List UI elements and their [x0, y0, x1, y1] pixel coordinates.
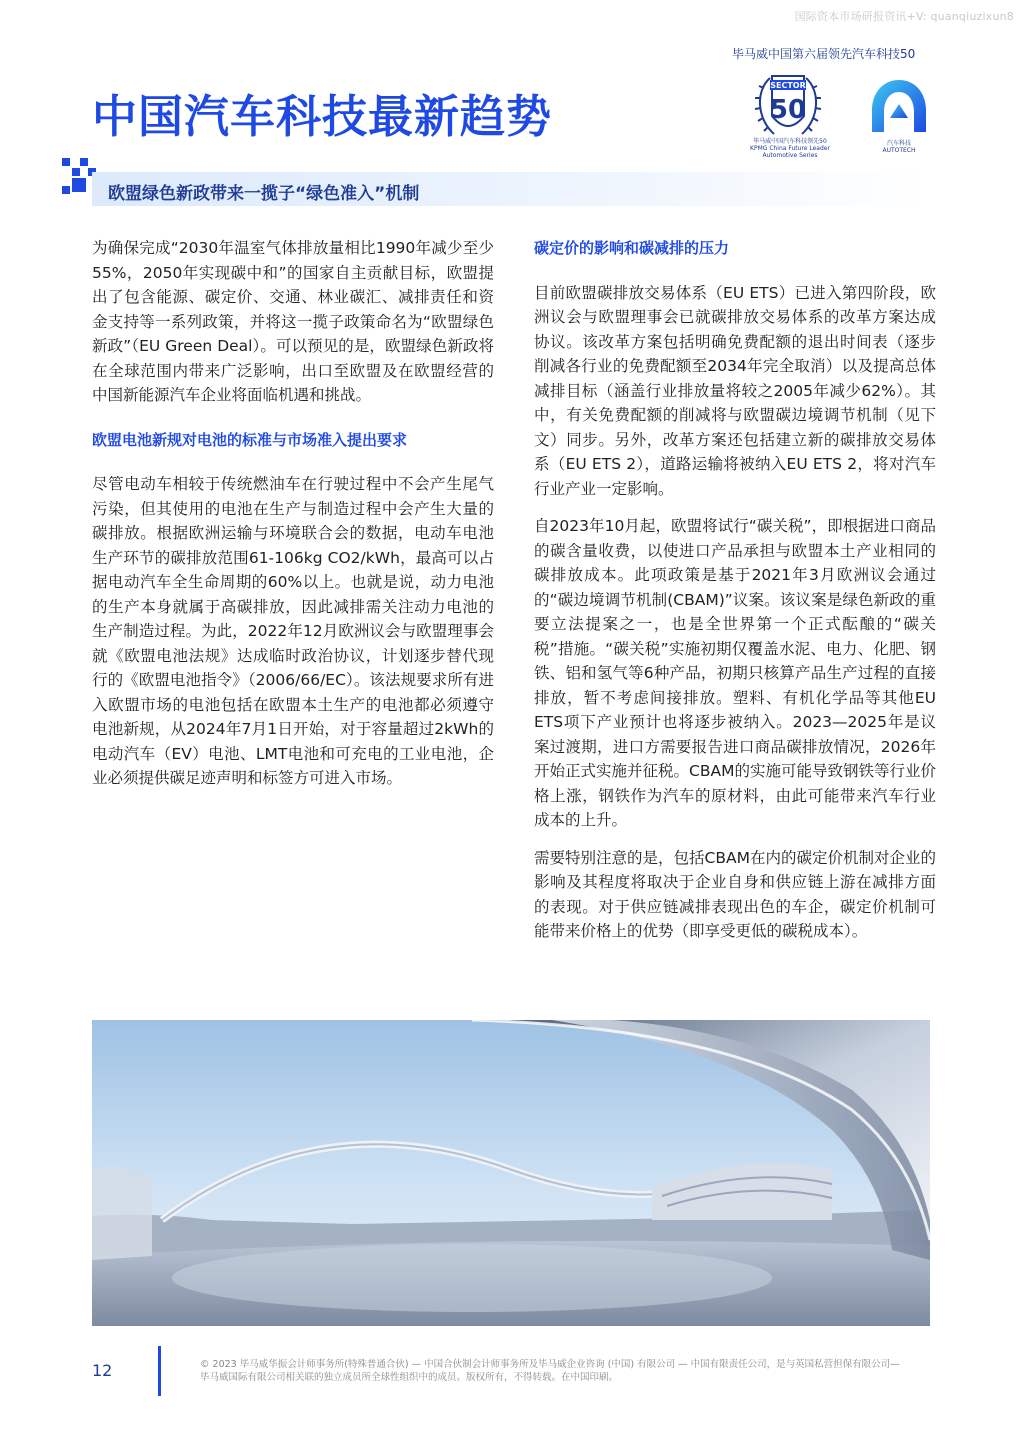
page-number: 12	[92, 1361, 113, 1380]
left-paragraph-2: 尽管电动车相较于传统燃油车在行驶过程中不会产生尾气污染，但其使用的电池在生产与制造过程中会产生大量的碳排放。根据欧洲运输与环境联合会的数据，电动车电池生产环节的碳排放范围61-106kg CO2/kWh，最高可以占据电动汽车全生命周期的60%以上。也就是说，动力电池的生产本身就属于高碳排放，因此减排需关注动力电池的生产制造过程。为此，2022年12月欧洲议会与欧盟理事会就《欧盟电池法规》达成临时政治协议，计划逐步替代现行的《欧盟电池指令》（2006/66/EC）。该法规要求所有进入欧盟市场的电池包括在欧盟本土生产的电池都必须遵守电池新规，从2024年7月1日开始，对于容量超过2kWh的电动汽车（EV）电池、LMT电池和可充电的工业电池，企业必须提供碳足迹声明和标签方可进入市场。	[92, 475, 494, 787]
left-column	[92, 236, 494, 791]
right-heading-1: 碳定价的影响和碳减排的压力	[534, 239, 730, 257]
sector-50-logo	[748, 66, 828, 146]
autotech-logo-caption	[866, 140, 932, 154]
right-paragraph-2: 自2023年10月起，欧盟将试行“碳关税”，即根据进口商品的碳含量收费，以使进口产品承担与欧盟本土产业相同的碳排放成本。此项政策是基于2021年3月欧洲议会通过的“碳边境调节机制(CBAM)”议案。该议案是绿色新政的重要立法提案之一，也是全世界第一个正式酝酿的“碳关税”措施。“碳关税”实施初期仅覆盖水泥、电力、化肥、钢铁、铝和氢气等6种产品，初期只核算产品生产过程的直接排放，暂不考虑间接排放。塑料、有机化学品等其他EU ETS项下产业预计也将逐步被纳入。2023—2025年是议案过渡期，进口方需要报告进口商品碳排放情况，2026年开始正式实施并征税。CBAM的实施可能导致钢铁等行业价格上涨，钢铁作为汽车的原材料，由此可能带来汽车行业成本的上升。	[534, 517, 936, 829]
sector-logo-caption-en: KPMG China Future Leader Automotive Series	[750, 145, 830, 159]
footer-legal-line-1: © 2023 毕马威华振会计师事务所(特殊普通合伙) — 中国合伙制会计师事务所及毕马威企业咨询 (中国) 有限公司 — 中国有限责任公司，是与英国私营担保有限公司—	[200, 1359, 900, 1370]
section-title: 欧盟绿色新政带来一揽子“绿色准入”机制	[108, 184, 420, 204]
right-column	[534, 236, 936, 944]
page-title: 中国汽车科技最新趋势	[92, 90, 553, 143]
footer-legal-text	[200, 1358, 935, 1384]
logo-sector-text: SECTOR	[770, 81, 806, 90]
autotech-caption-en: AUTOTECH	[882, 147, 916, 154]
sector-logo-caption-cn: 毕马威中国汽车科技领先50	[753, 138, 827, 145]
logo-sector-number: 50	[769, 95, 807, 125]
sector-logo-caption	[735, 138, 845, 159]
autotech-logo	[866, 76, 932, 136]
watermark-text: 国际资本市场研报资讯+V: quanqiuzixun8	[794, 10, 1014, 23]
right-paragraph-1: 目前欧盟碳排放交易体系（EU ETS）已进入第四阶段，欧洲议会与欧盟理事会已就碳排放交易体系的改革方案达成协议。该改革方案包括明确免费配额的退出时间表（逐步削减各行业的免费配额至2034年完全取消）以及提高总体减排目标（涵盖行业排放量将较之2005年减少62%）。其中，有关免费配额的削减将与欧盟碳边境调节机制（见下文）同步。另外，改革方案还包括建立新的碳排放交易体系（EU ETS 2），道路运输将被纳入EU ETS 2，将对汽车行业产业一定影响。	[534, 283, 936, 498]
hero-architecture-image	[92, 1020, 930, 1326]
section-banner	[92, 172, 930, 206]
footer-legal-line-2: 毕马威国际有限公司相关联的独立成员所全球性组织中的成员。版权所有，不得转载。在中国印刷。	[200, 1372, 619, 1383]
header-subtitle: 毕马威中国第六届领先汽车科技50	[732, 47, 916, 61]
left-heading-2: 欧盟电池新规对电池的标准与市场准入提出要求	[92, 430, 408, 449]
right-paragraph-3: 需要特别注意的是，包括CBAM在内的碳定价机制对企业的影响及其程度将取决于企业自身和供应链上游在减排方面的表现。对于供应链减排表现出色的车企，碳定价机制可能带来价格上的优势（即享受更低的碳税成本）。	[534, 848, 936, 940]
pixel-decoration-icon	[62, 158, 96, 198]
autotech-caption-cn: 汽车科技	[886, 140, 911, 147]
left-paragraph-1: 为确保完成“2030年温室气体排放量相比1990年减少至少55%，2050年实现碳中和”的国家自主贡献目标，欧盟提出了包含能源、碳定价、交通、林业碳汇、减排责任和资金支持等一系列政策，并将这一揽子政策命名为“欧盟绿色新政”（EU Green Deal）。可以预见的是，欧盟绿色新政将在全球范围内带来广泛影响，出口至欧盟及在欧盟经营的中国新能源汽车企业将面临机遇和挑战。	[92, 239, 494, 404]
footer-divider	[158, 1346, 161, 1396]
